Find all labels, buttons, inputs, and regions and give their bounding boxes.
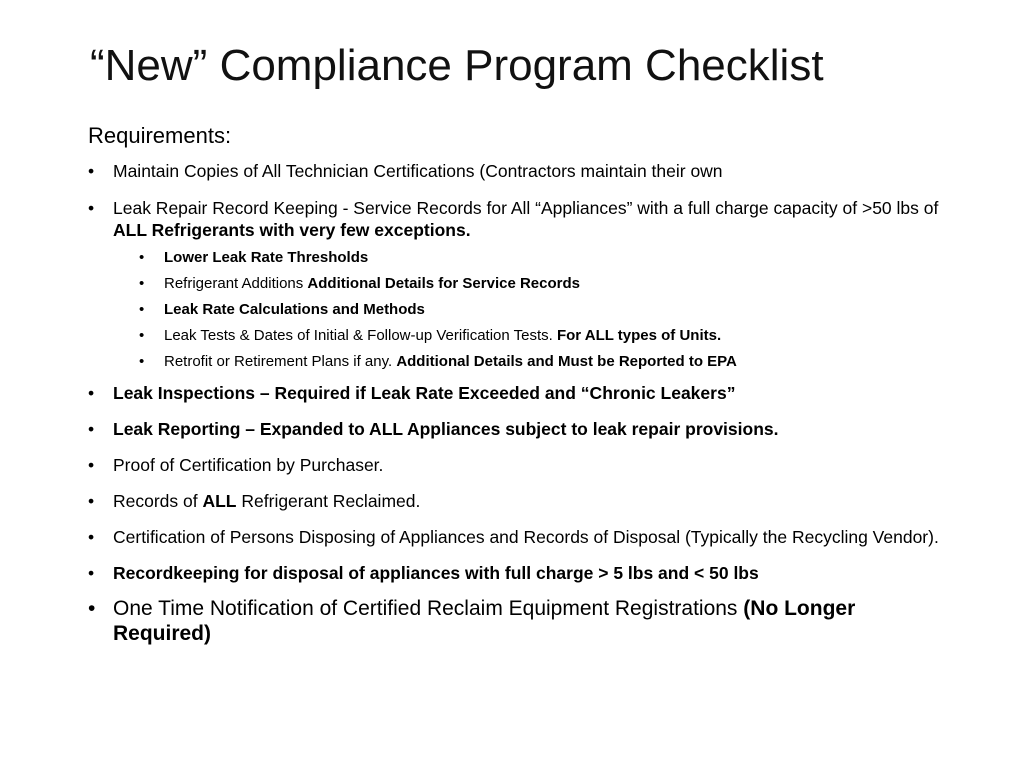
sub-item-text: Retrofit or Retirement Plans if any.	[164, 353, 397, 370]
item-text: One Time Notification of Certified Reclaim Equipment Registrations	[113, 597, 744, 620]
requirements-label: Requirements:	[88, 123, 232, 148]
item-text: Certification of Persons Disposing of Appliances and Records of Disposal (Typically the Recycling Vendor).	[113, 527, 939, 547]
item-bold-text: ALL Refrigerants with very few exceptions.	[113, 220, 471, 240]
sub-item-bold-text: Additional Details for Service Records	[307, 275, 580, 292]
list-item	[88, 418, 958, 440]
sub-item-text: Leak Tests & Dates of Initial & Follow-up Verification Tests.	[164, 327, 557, 344]
slide-title	[90, 36, 824, 96]
item-text: Proof of Certification by Purchaser.	[113, 455, 384, 475]
item-text: Refrigerant Reclaimed.	[236, 491, 421, 511]
sub-item-bold-text: Leak Rate Calculations and Methods	[164, 301, 425, 318]
list-item	[88, 490, 958, 512]
item-bold-text: Recordkeeping for disposal of appliances with full charge > 5 lbs and < 50 lbs	[113, 563, 759, 583]
title-emphasis: “New”	[90, 41, 208, 90]
sub-list	[139, 245, 958, 375]
item-text: Leak Repair Record Keeping - Service Records for All “Appliances” with a full charge capacity of >50 lbs of	[113, 198, 939, 218]
sub-list-item	[139, 245, 958, 271]
sub-item-bold-text: For ALL types of Units.	[556, 327, 722, 344]
requirements-list	[88, 160, 958, 646]
sub-list-item	[139, 271, 958, 297]
item-bold-text: ALL	[202, 491, 237, 511]
sub-item-bold-text: Lower Leak Rate Thresholds	[164, 249, 369, 266]
sub-list-item	[139, 323, 958, 349]
sub-item-text: Refrigerant Additions	[164, 275, 308, 292]
sub-list-item	[139, 349, 958, 375]
list-item	[88, 197, 958, 375]
item-text: Records of	[113, 491, 203, 511]
list-item	[88, 596, 958, 646]
sub-item-bold-text: Additional Details and Must be Reported to EPA	[396, 353, 737, 370]
list-item	[88, 526, 958, 548]
title-text: Compliance Program Checklist	[219, 41, 824, 90]
item-text: Maintain Copies of All Technician Certifications (Contractors maintain their own	[113, 161, 723, 181]
item-bold-text: (No Longer Required)	[113, 597, 856, 645]
list-item	[88, 454, 958, 476]
item-bold-text: Leak Reporting – Expanded to ALL Appliances subject to leak repair provisions.	[113, 419, 779, 439]
item-bold-text: Leak Inspections – Required if Leak Rate Exceeded and “Chronic Leakers”	[113, 383, 736, 403]
list-item	[88, 160, 958, 182]
sub-list-item	[139, 297, 958, 323]
list-item	[88, 562, 958, 584]
list-item	[88, 382, 958, 404]
